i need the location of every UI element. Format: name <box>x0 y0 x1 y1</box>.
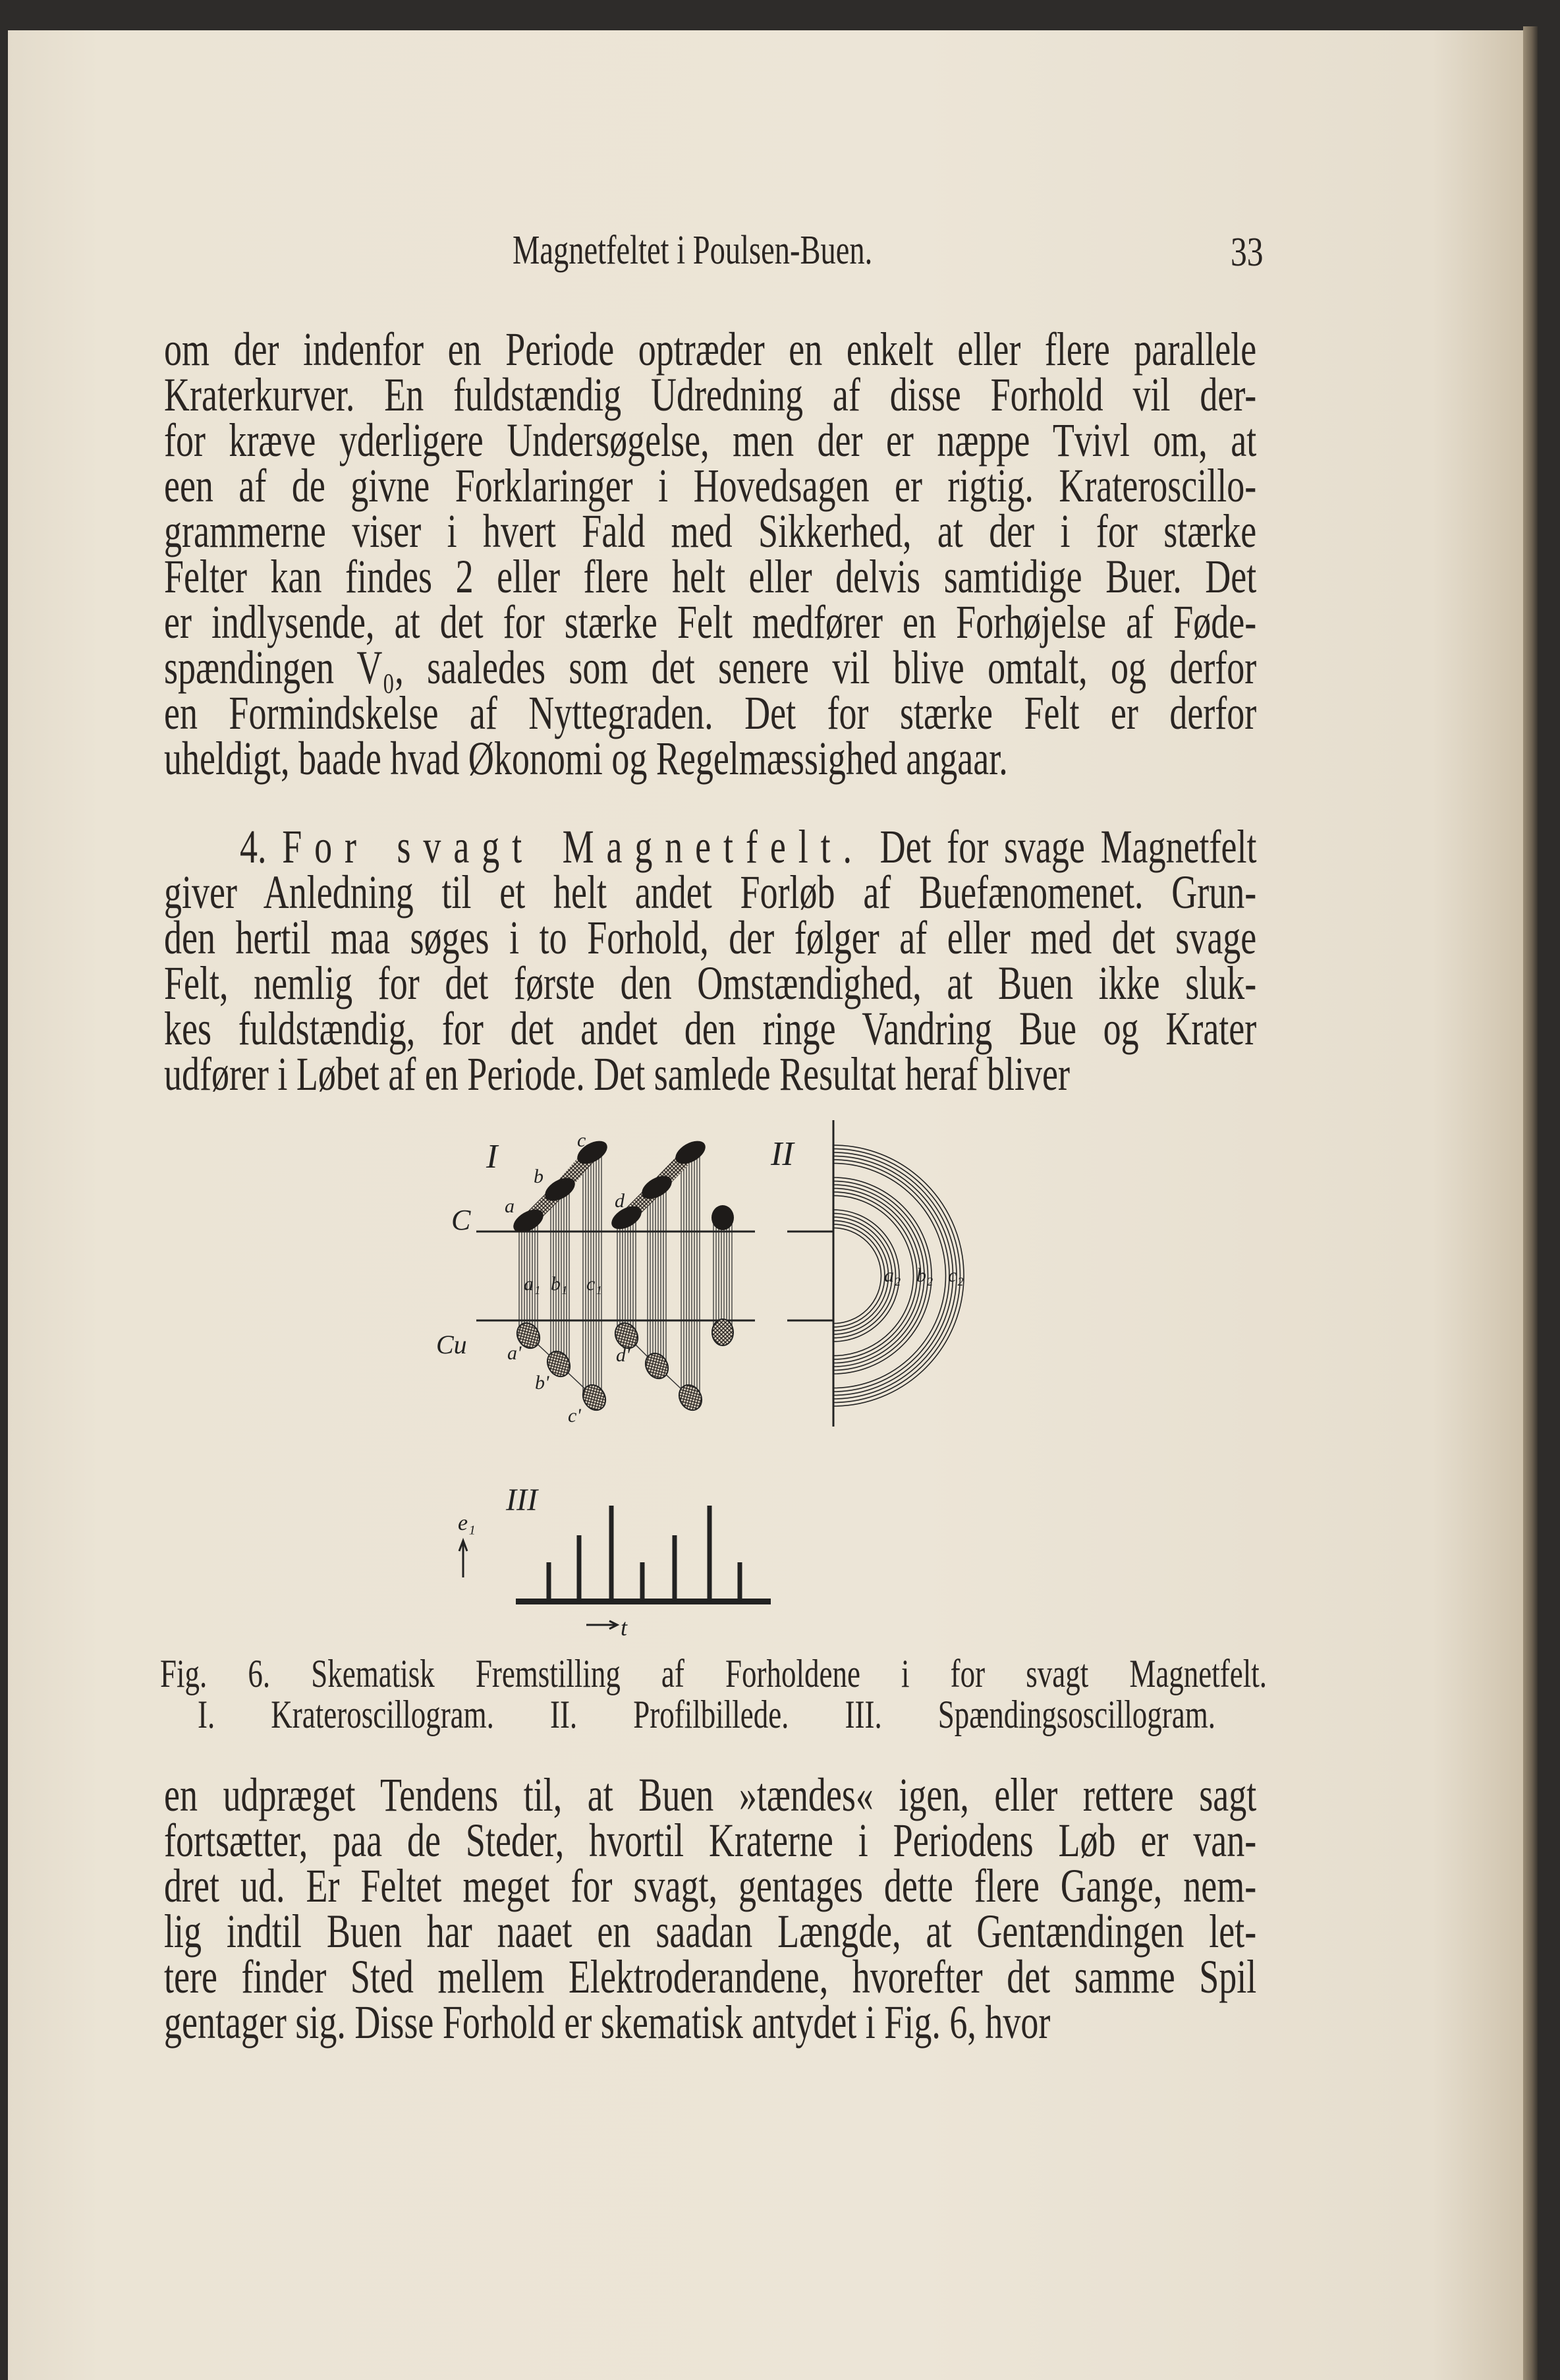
text-line: een af de givne Forklaringer i Hovedsagen er rigtig. Krateroscillo- <box>164 459 1257 512</box>
text-line: dret ud. Er Feltet meget for svagt, gentages dette flere Gange, nem- <box>164 1859 1257 1912</box>
text-line: for kræve yderligere Undersøgelse, men der er næppe Tvivl om, at <box>164 414 1257 467</box>
running-header: Magnetfeltet i Poulsen-Buen. <box>513 228 873 273</box>
profile-arc <box>833 1228 881 1324</box>
text-line: gentager sig. Disse Forhold er skematisk antydet i Fig. 6, hvor <box>164 1996 1051 2049</box>
svg-text:b: b <box>534 1166 543 1187</box>
svg-text:c₁: c₁ <box>586 1273 602 1295</box>
svg-text:a₂: a₂ <box>884 1264 901 1286</box>
text-line: Felt, nemlig for det første den Omstændighed, at Buen ikke sluk- <box>164 957 1257 1009</box>
voltage-spike <box>640 1562 645 1601</box>
text-line: Kraterkurver. En fuldstændig Udredning af disse Forhold vil der- <box>164 368 1257 421</box>
profile-arc <box>833 1217 892 1334</box>
section-number: 4. <box>240 820 267 873</box>
voltage-spikes <box>547 1506 742 1601</box>
page-number: 33 <box>1231 230 1264 275</box>
text-line: fortsætter, paa de Steder, hvortil Kraterne i Periodens Løb er van- <box>164 1814 1257 1867</box>
svg-text:b₂: b₂ <box>916 1264 933 1286</box>
profile-arc <box>833 1224 885 1327</box>
axis-label-e1: e₁ <box>458 1511 476 1535</box>
section-heading: For svagt Magnetfelt. <box>282 820 864 873</box>
figure-caption-line-1: Fig. 6. Skematisk Fremstilling af Forholdene i for svagt Magnetfelt. <box>160 1652 1267 1695</box>
svg-text:c₂: c₂ <box>948 1264 964 1286</box>
text-line: giver Anledning til et helt andet Forløb af Buefænomenet. Grun- <box>164 866 1257 919</box>
voltage-spike <box>738 1562 742 1601</box>
profile-arc <box>833 1185 924 1367</box>
up-arrow-icon <box>459 1541 467 1577</box>
svg-text:c: c <box>577 1129 586 1151</box>
figure-caption-line-2: I. Krateroscillogram. II. Profilbillede. III. Spændingsoscillogram. <box>198 1693 1215 1736</box>
axis-label-t: t <box>621 1614 628 1641</box>
svg-text:a': a' <box>507 1342 522 1364</box>
label-copper: Cu <box>436 1330 467 1359</box>
text-line: en udpræget Tendens til, at Buen »tændes« igen, eller rettere sagt <box>164 1769 1257 1821</box>
text-line: uheldigt, baade hvad Økonomi og Regelmæssighed angaar. <box>164 732 1008 785</box>
profile-arc <box>833 1196 913 1356</box>
voltage-spike <box>577 1535 582 1601</box>
text-line: Felter kan findes 2 eller flere helt eller delvis samtidige Buer. Det <box>164 550 1257 603</box>
text-line-rest: Det for svage Magnetfelt <box>879 820 1257 873</box>
text-line: lig indtil Buen har naaet en saadan Længde, at Gentændingen let- <box>164 1905 1257 1958</box>
voltage-spike <box>547 1562 551 1601</box>
svg-text:a: a <box>505 1195 515 1217</box>
svg-text:d': d' <box>616 1344 630 1366</box>
voltage-spike <box>708 1506 712 1601</box>
voltage-spike <box>609 1506 614 1601</box>
text-line: er indlysende, at det for stærke Felt medfører en Forhøjelse af Føde- <box>164 596 1257 648</box>
panel-label-ii: II <box>771 1135 794 1173</box>
svg-text:b': b' <box>535 1372 549 1394</box>
svg-text:a₁: a₁ <box>524 1273 541 1295</box>
text-line: om der indenfor en Periode optræder en enkelt eller flere parallele <box>164 323 1257 376</box>
text-line: udfører i Løbet af en Periode. Det samlede Resultat heraf bliver <box>164 1048 1070 1100</box>
profile-arc <box>833 1192 917 1359</box>
text-line: grammerne viser i hvert Fald med Sikkerhed, at der i for stærke <box>164 505 1257 557</box>
panel-label-iii: III <box>506 1483 538 1517</box>
label-carbon: C <box>451 1204 471 1236</box>
text-line: en Formindskelse af Nyttegraden. Det for stærke Felt er derfor <box>164 687 1257 739</box>
svg-text:b₁: b₁ <box>551 1273 568 1295</box>
svg-text:d: d <box>615 1190 625 1212</box>
right-arrow-icon <box>586 1621 617 1629</box>
text-line: spændingen V₀, saaledes som det senere vil blive omtalt, og derfor <box>164 641 1257 694</box>
text-line: den hertil maa søges i to Forhold, der følger af eller med det svage <box>164 911 1257 964</box>
text-line: kes fuldstændig, for det andet den ringe Vandring Bue og Krater <box>164 1002 1257 1055</box>
svg-text:c': c' <box>568 1405 581 1427</box>
text-line: tere finder Sted mellem Elektroderandene, hvorefter det samme Spil <box>164 1950 1257 2003</box>
voltage-spike <box>673 1535 677 1601</box>
panel-label-i: I <box>486 1138 498 1176</box>
copper-craters <box>513 1319 733 1415</box>
